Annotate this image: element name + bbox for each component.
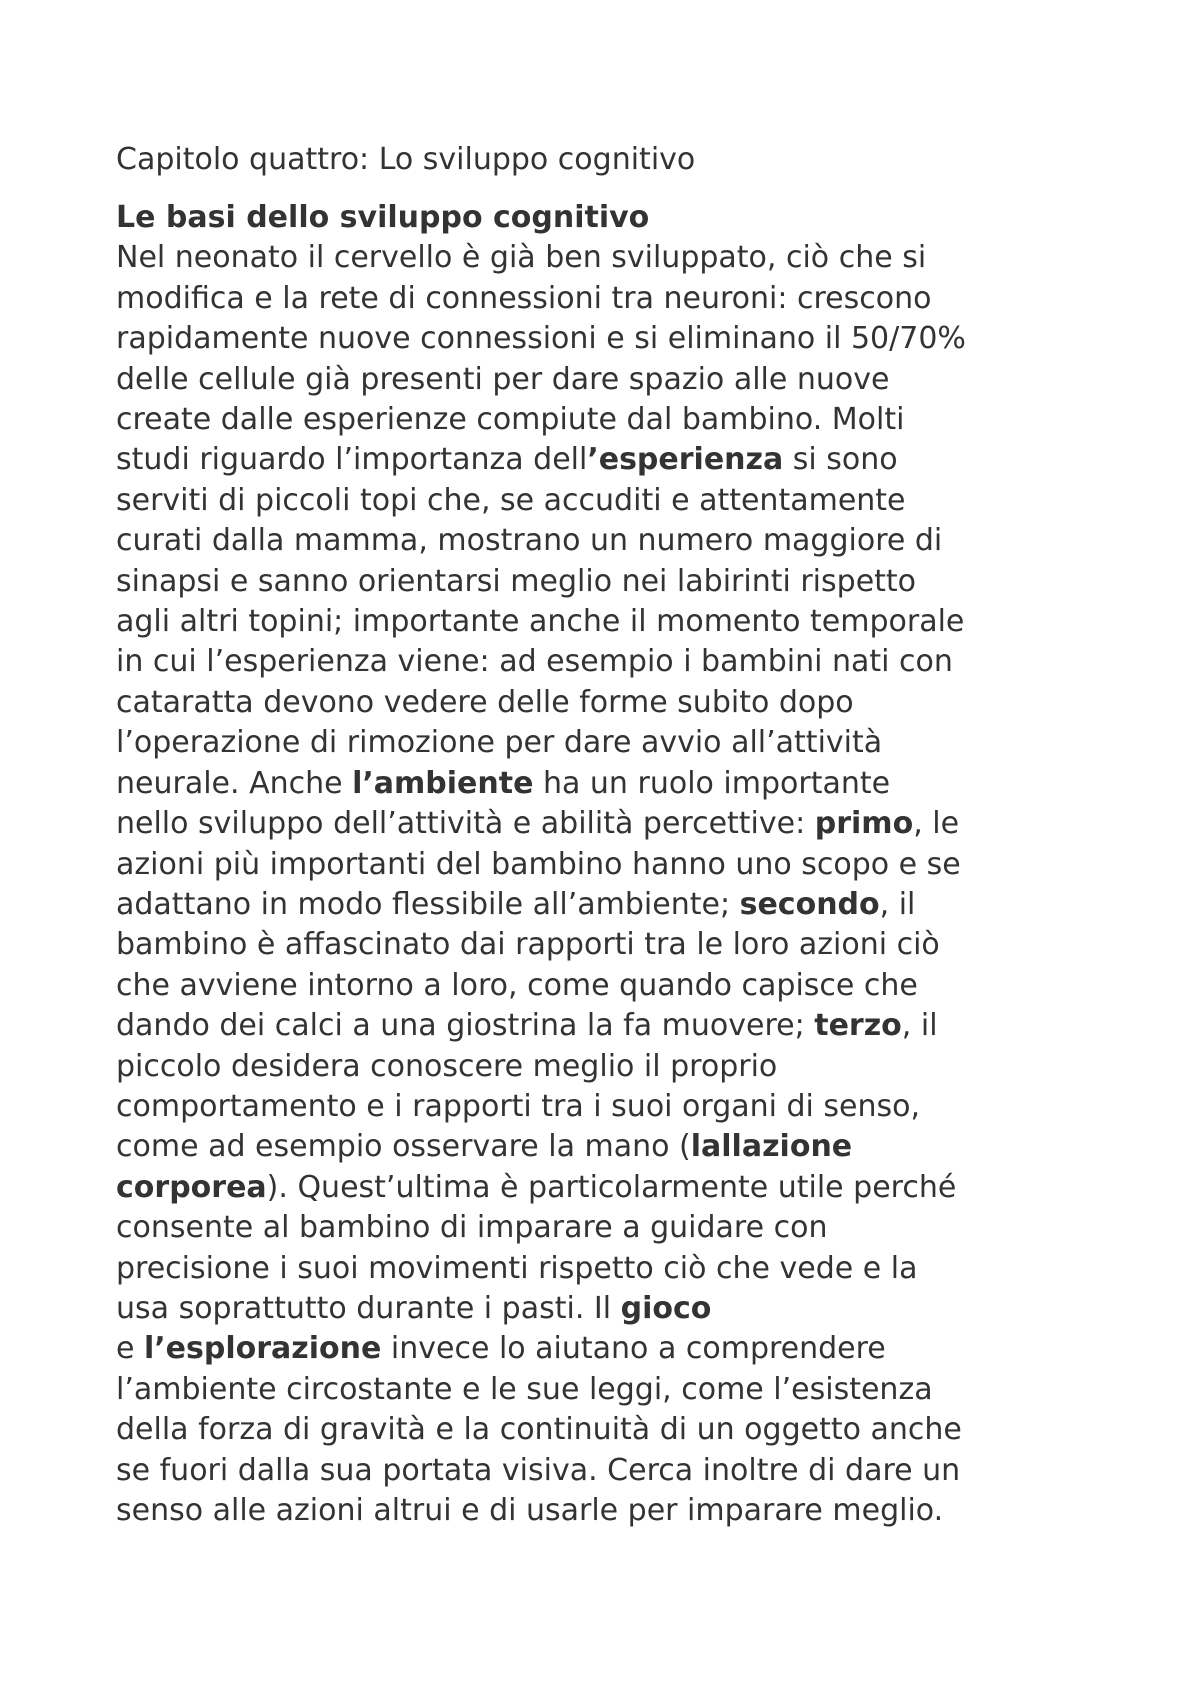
text-line [116, 1047, 1116, 1087]
text-run: consente al bambino di imparare a guidare con [116, 1210, 828, 1246]
text-line [116, 1329, 1116, 1369]
chapter-title: Capitolo quattro: Lo sviluppo cognitivo [116, 142, 696, 177]
text-run: senso alle azioni altrui e di usarle per imparare meglio. [116, 1493, 944, 1528]
text-line [116, 238, 1116, 278]
text-line [116, 481, 1116, 521]
text-run: , il [879, 886, 916, 922]
text-run: che avviene intorno a loro, come quando capisce che [116, 967, 918, 1003]
text-run: l’ambiente circostante e le sue leggi, come l’esistenza [116, 1371, 933, 1407]
text-run: serviti di piccoli topi che, se accuditi e attentamente [116, 482, 906, 518]
text-run: , il [901, 1008, 938, 1044]
text-run: sinapsi e sanno orientarsi meglio nei labirinti rispetto [116, 563, 917, 599]
text-run: dando dei calci a una giostrina la fa muovere; [116, 1008, 815, 1044]
text-line [116, 319, 1116, 359]
section-heading: Le basi dello sviluppo cognitivo [116, 200, 650, 235]
text-run: delle cellule già presenti per dare spazio alle nuove [116, 361, 890, 397]
text-run: rapidamente nuove connessioni e si eliminano il 50/70% [116, 321, 966, 357]
text-run: ). Quest’ultima è particolarmente utile perché [266, 1169, 957, 1205]
text-run: in cui l’esperienza viene: ad esempio i bambini nati con [116, 644, 953, 680]
text-run: piccolo desidera conoscere meglio il proprio [116, 1048, 778, 1084]
text-run: modifica e la rete di connessioni tra neuroni: crescono [116, 280, 932, 316]
text-line [116, 1249, 1116, 1289]
body-paragraph [116, 238, 1116, 1531]
text-line [116, 1168, 1116, 1208]
text-line [116, 925, 1116, 965]
text-run: bambino è affascinato dai rapporti tra le loro azioni ciò [116, 927, 940, 963]
text-run: e [116, 1331, 144, 1367]
bold-term: primo [814, 806, 914, 842]
text-run: studi riguardo l’importanza dell [116, 442, 588, 478]
text-line [116, 1127, 1116, 1167]
text-run: neurale. Anche [116, 765, 353, 801]
text-line [116, 1370, 1116, 1410]
text-line [116, 1451, 1116, 1491]
text-line [116, 723, 1116, 763]
text-run: della forza di gravità e la continuità di un oggetto anche [116, 1412, 962, 1448]
text-run: comportamento e i rapporti tra i suoi organi di senso, [116, 1088, 921, 1124]
text-run: adattano in modo flessibile all’ambiente; [116, 886, 740, 922]
text-line [116, 642, 1116, 682]
bold-term: ’esperienza [587, 442, 784, 478]
text-line [116, 521, 1116, 561]
text-line [116, 562, 1116, 602]
text-run: azioni più importanti del bambino hanno uno scopo e se [116, 846, 961, 882]
bold-term: terzo [814, 1008, 902, 1044]
text-line [116, 1410, 1116, 1450]
bold-term: l’esplorazione [144, 1331, 382, 1367]
text-line [116, 804, 1116, 844]
text-line [116, 1289, 1116, 1329]
text-line [116, 845, 1116, 885]
text-run: come ad esempio osservare la mano ( [116, 1129, 691, 1165]
bold-term: l’ambiente [352, 765, 534, 801]
text-run: invece lo aiutano a comprendere [381, 1331, 886, 1367]
text-run: l’operazione di rimozione per dare avvio all’attività [116, 725, 883, 761]
text-line [116, 1208, 1116, 1248]
text-run: nello sviluppo dell’attività e abilità percettive: [116, 806, 815, 842]
text-run: se fuori dalla sua portata visiva. Cerca inoltre di dare un [116, 1452, 961, 1488]
text-line [116, 400, 1116, 440]
text-line [116, 1491, 1116, 1531]
text-run: curati dalla mamma, mostrano un numero maggiore di [116, 523, 943, 559]
text-line [116, 885, 1116, 925]
text-line [116, 279, 1116, 319]
text-run: Nel neonato il cervello è già ben sviluppato, ciò che si [116, 240, 927, 276]
text-run: cataratta devono vedere delle forme subito dopo [116, 684, 854, 720]
text-run: agli altri topini; importante anche il momento temporale [116, 604, 965, 640]
text-run: ha un ruolo importante [533, 765, 891, 801]
text-line [116, 1006, 1116, 1046]
text-run: , le [913, 806, 960, 842]
bold-term: lallazione [690, 1129, 853, 1165]
text-line [116, 966, 1116, 1006]
bold-term: secondo [739, 886, 880, 922]
text-line [116, 602, 1116, 642]
text-line [116, 683, 1116, 723]
bold-term: corporea [116, 1169, 267, 1205]
document-body [116, 140, 1116, 1531]
text-line [116, 1087, 1116, 1127]
text-line [116, 440, 1116, 480]
text-run: create dalle esperienze compiute dal bambino. Molti [116, 402, 905, 438]
text-run: precisione i suoi movimenti rispetto ciò che vede e la [116, 1250, 918, 1286]
bold-term: gioco [620, 1290, 712, 1326]
text-run: usa soprattutto durante i pasti. Il [116, 1290, 621, 1326]
text-run: si sono [783, 442, 898, 478]
text-line [116, 360, 1116, 400]
text-line [116, 764, 1116, 804]
